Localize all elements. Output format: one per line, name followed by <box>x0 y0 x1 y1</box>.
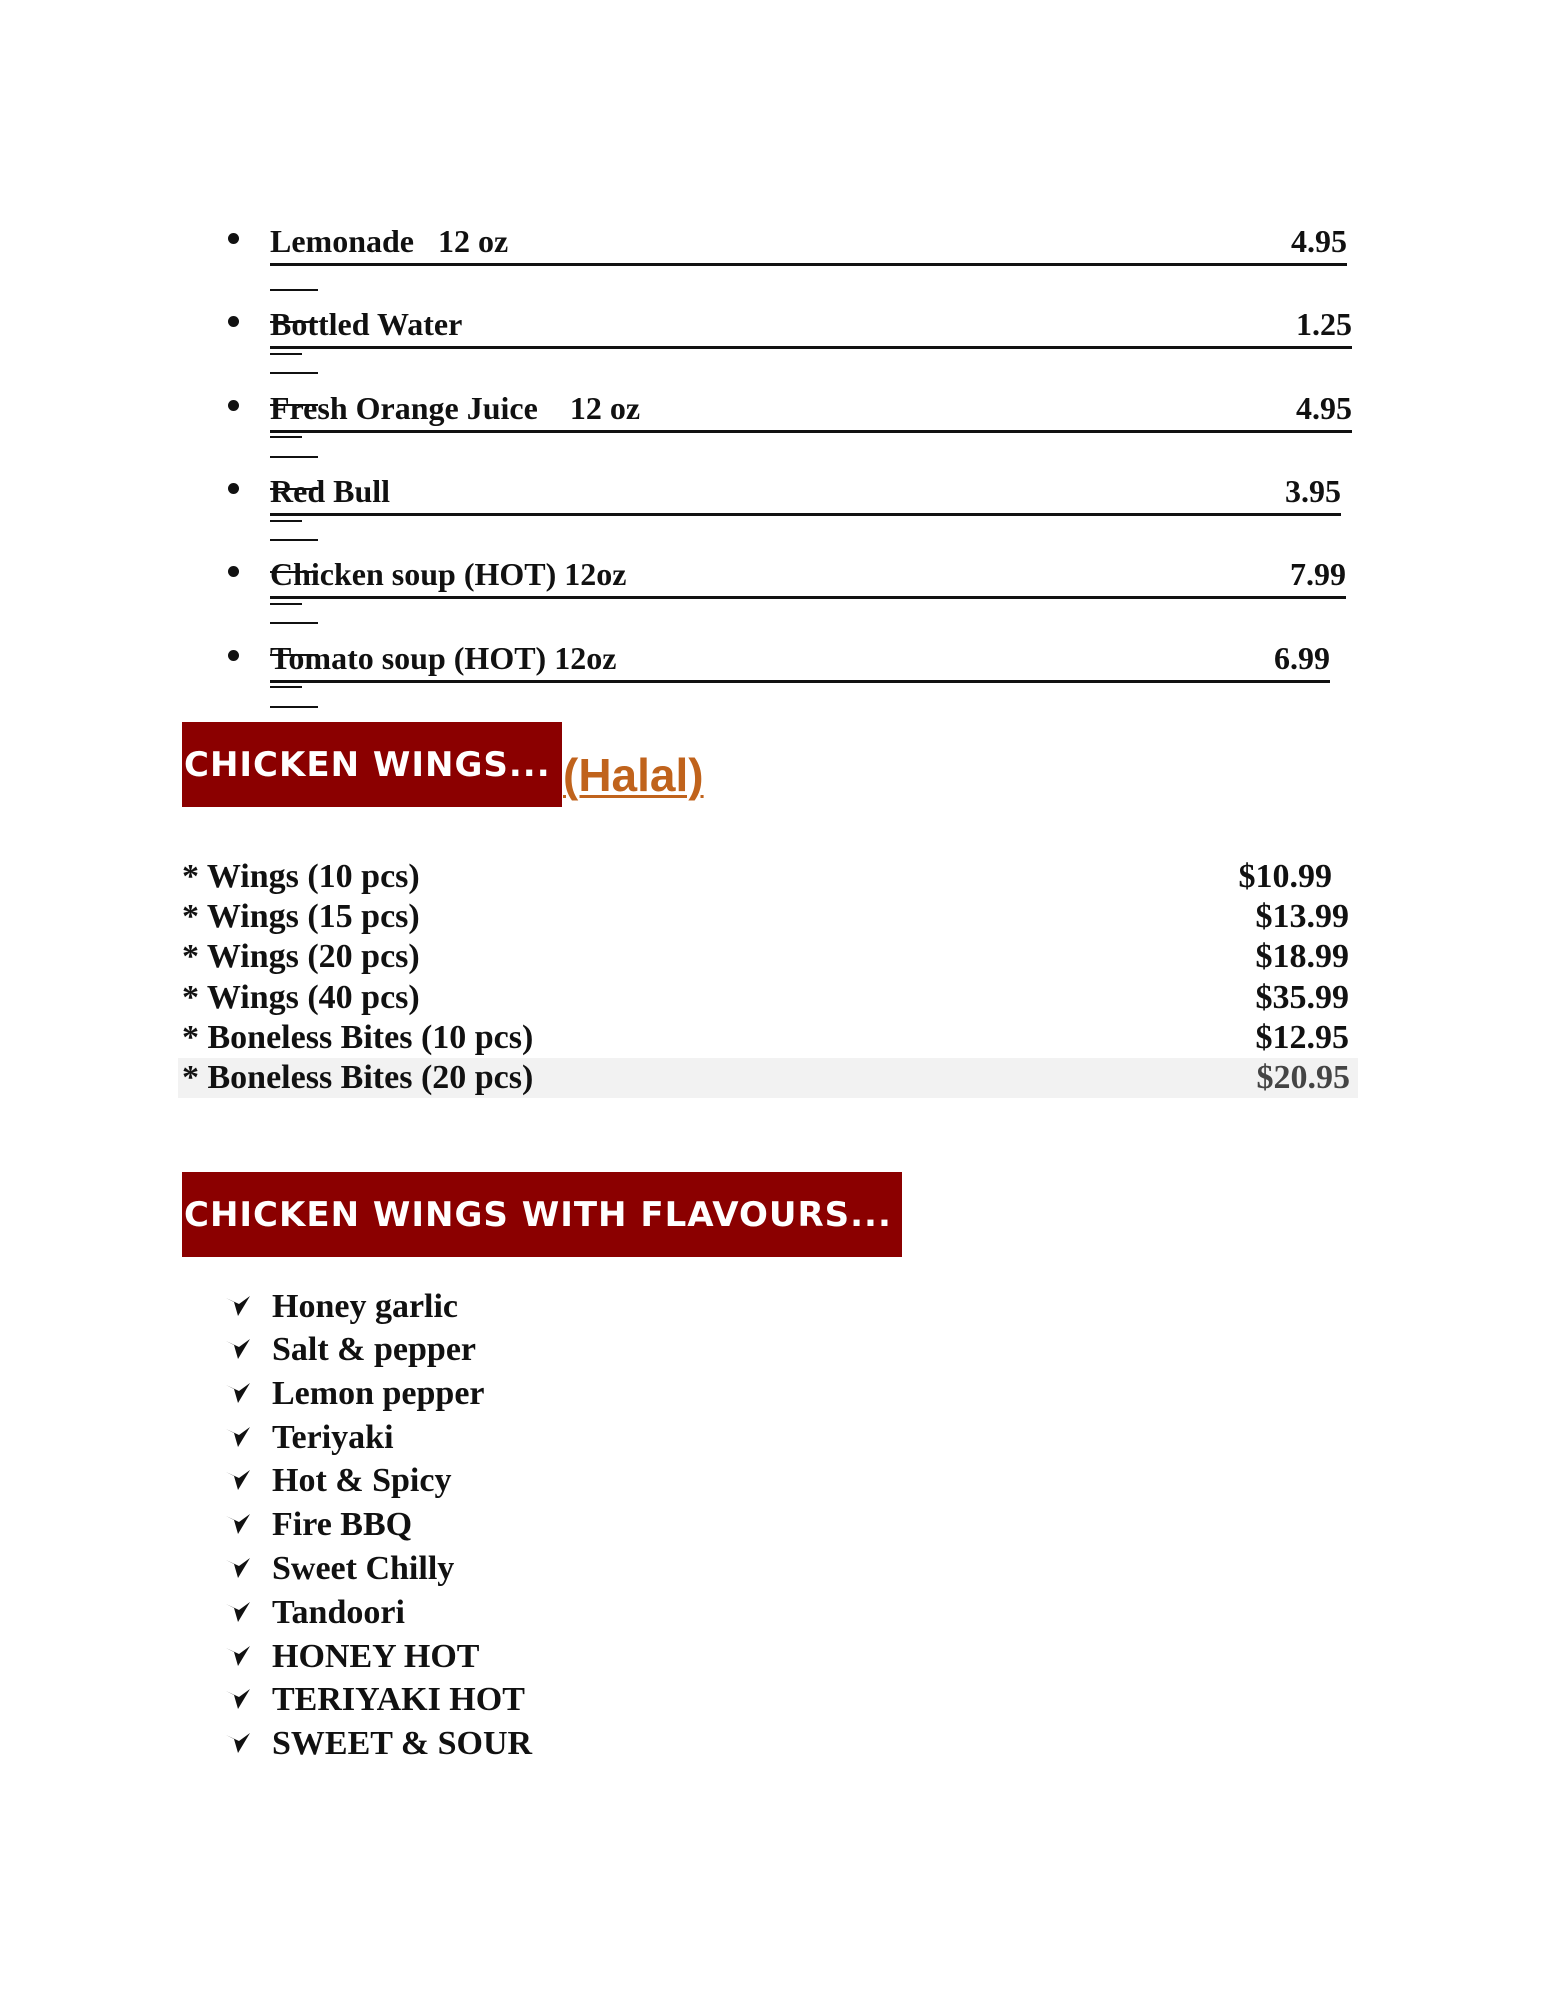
bullet-icon <box>228 650 239 661</box>
drink-price: 3.95 <box>1285 473 1341 509</box>
drink-name: Tomato soup (HOT) 12oz <box>270 640 617 676</box>
drink-price: 1.25 <box>1296 306 1352 342</box>
drink-line <box>270 475 1341 516</box>
table-row <box>182 857 1357 897</box>
drink-line <box>270 225 1347 266</box>
check-arrow-icon <box>224 1335 252 1363</box>
flavour-name: TERIYAKI HOT <box>272 1681 525 1718</box>
check-arrow-icon <box>224 1598 252 1626</box>
wing-item-price: $10.99 <box>1238 858 1332 895</box>
check-arrow-icon <box>224 1423 252 1451</box>
flavour-name: Lemon pepper <box>272 1375 485 1412</box>
drink-line <box>270 308 1352 349</box>
wing-item-name: * Boneless Bites (10 pcs) <box>182 1019 534 1056</box>
flavours-section-banner <box>182 1172 902 1257</box>
drink-name: Chicken soup (HOT) 12oz <box>270 556 627 592</box>
list-item <box>270 475 1341 519</box>
drink-line <box>270 392 1352 433</box>
list-item <box>270 225 1347 269</box>
drink-price: 7.99 <box>1290 556 1346 592</box>
check-arrow-icon <box>224 1554 252 1582</box>
wings-section-banner <box>182 722 562 807</box>
flavour-name: Teriyaki <box>272 1419 394 1456</box>
drink-price: 6.99 <box>1274 640 1330 676</box>
halal-tag: (Halal) <box>563 749 704 801</box>
check-arrow-icon <box>224 1379 252 1407</box>
flavour-name: Fire BBQ <box>272 1506 413 1543</box>
wing-item-name: * Wings (15 pcs) <box>182 898 420 935</box>
bullet-icon <box>228 233 239 244</box>
flavour-name: Hot & Spicy <box>272 1462 452 1499</box>
flavour-name: HONEY HOT <box>272 1638 480 1675</box>
list-item <box>270 642 1330 686</box>
wing-item-price: $13.99 <box>1255 898 1349 935</box>
check-arrow-icon <box>224 1642 252 1670</box>
flavours-section-title: CHICKEN WINGS WITH FLAVOURS... <box>184 1195 892 1235</box>
drink-line <box>270 642 1330 683</box>
table-row <box>182 897 1357 937</box>
wing-item-name: * Wings (40 pcs) <box>182 979 420 1016</box>
list-item <box>270 392 1352 436</box>
bullet-icon <box>228 483 239 494</box>
wing-item-price: $18.99 <box>1255 938 1349 975</box>
flavour-name: Sweet Chilly <box>272 1550 455 1587</box>
flavour-name: Tandoori <box>272 1594 405 1631</box>
bullet-icon <box>228 566 239 577</box>
check-arrow-icon <box>224 1292 252 1320</box>
flavour-name: Salt & pepper <box>272 1331 476 1368</box>
drink-price: 4.95 <box>1291 223 1347 259</box>
flavour-name: Honey garlic <box>272 1288 459 1325</box>
table-row <box>182 1018 1357 1058</box>
bullet-icon <box>228 316 239 327</box>
wing-item-name: * Wings (20 pcs) <box>182 938 420 975</box>
list-item <box>270 558 1346 602</box>
bullet-icon <box>228 400 239 411</box>
drink-name: Bottled Water <box>270 306 463 342</box>
drink-price: 4.95 <box>1296 390 1352 426</box>
check-arrow-icon <box>224 1685 252 1713</box>
flavour-name: SWEET & SOUR <box>272 1725 533 1762</box>
wing-item-price: $35.99 <box>1255 979 1349 1016</box>
check-arrow-icon <box>224 1729 252 1757</box>
wing-item-name: * Wings (10 pcs) <box>182 858 420 895</box>
drink-line <box>270 558 1346 599</box>
check-arrow-icon <box>224 1466 252 1494</box>
list-item <box>270 308 1352 352</box>
wing-item-price: $12.95 <box>1255 1019 1349 1056</box>
check-arrow-icon <box>224 1510 252 1538</box>
table-row <box>182 937 1357 977</box>
drink-name: Fresh Orange Juice 12 oz <box>270 390 641 426</box>
drink-name: Lemonade 12 oz <box>270 223 509 259</box>
table-row <box>178 1058 1358 1098</box>
wings-section-title: CHICKEN WINGS... <box>184 745 551 785</box>
wing-item-price: $20.95 <box>1256 1059 1350 1096</box>
table-row <box>182 978 1357 1018</box>
wing-item-name: * Boneless Bites (20 pcs) <box>182 1059 534 1096</box>
drink-name: Red Bull <box>270 473 391 509</box>
